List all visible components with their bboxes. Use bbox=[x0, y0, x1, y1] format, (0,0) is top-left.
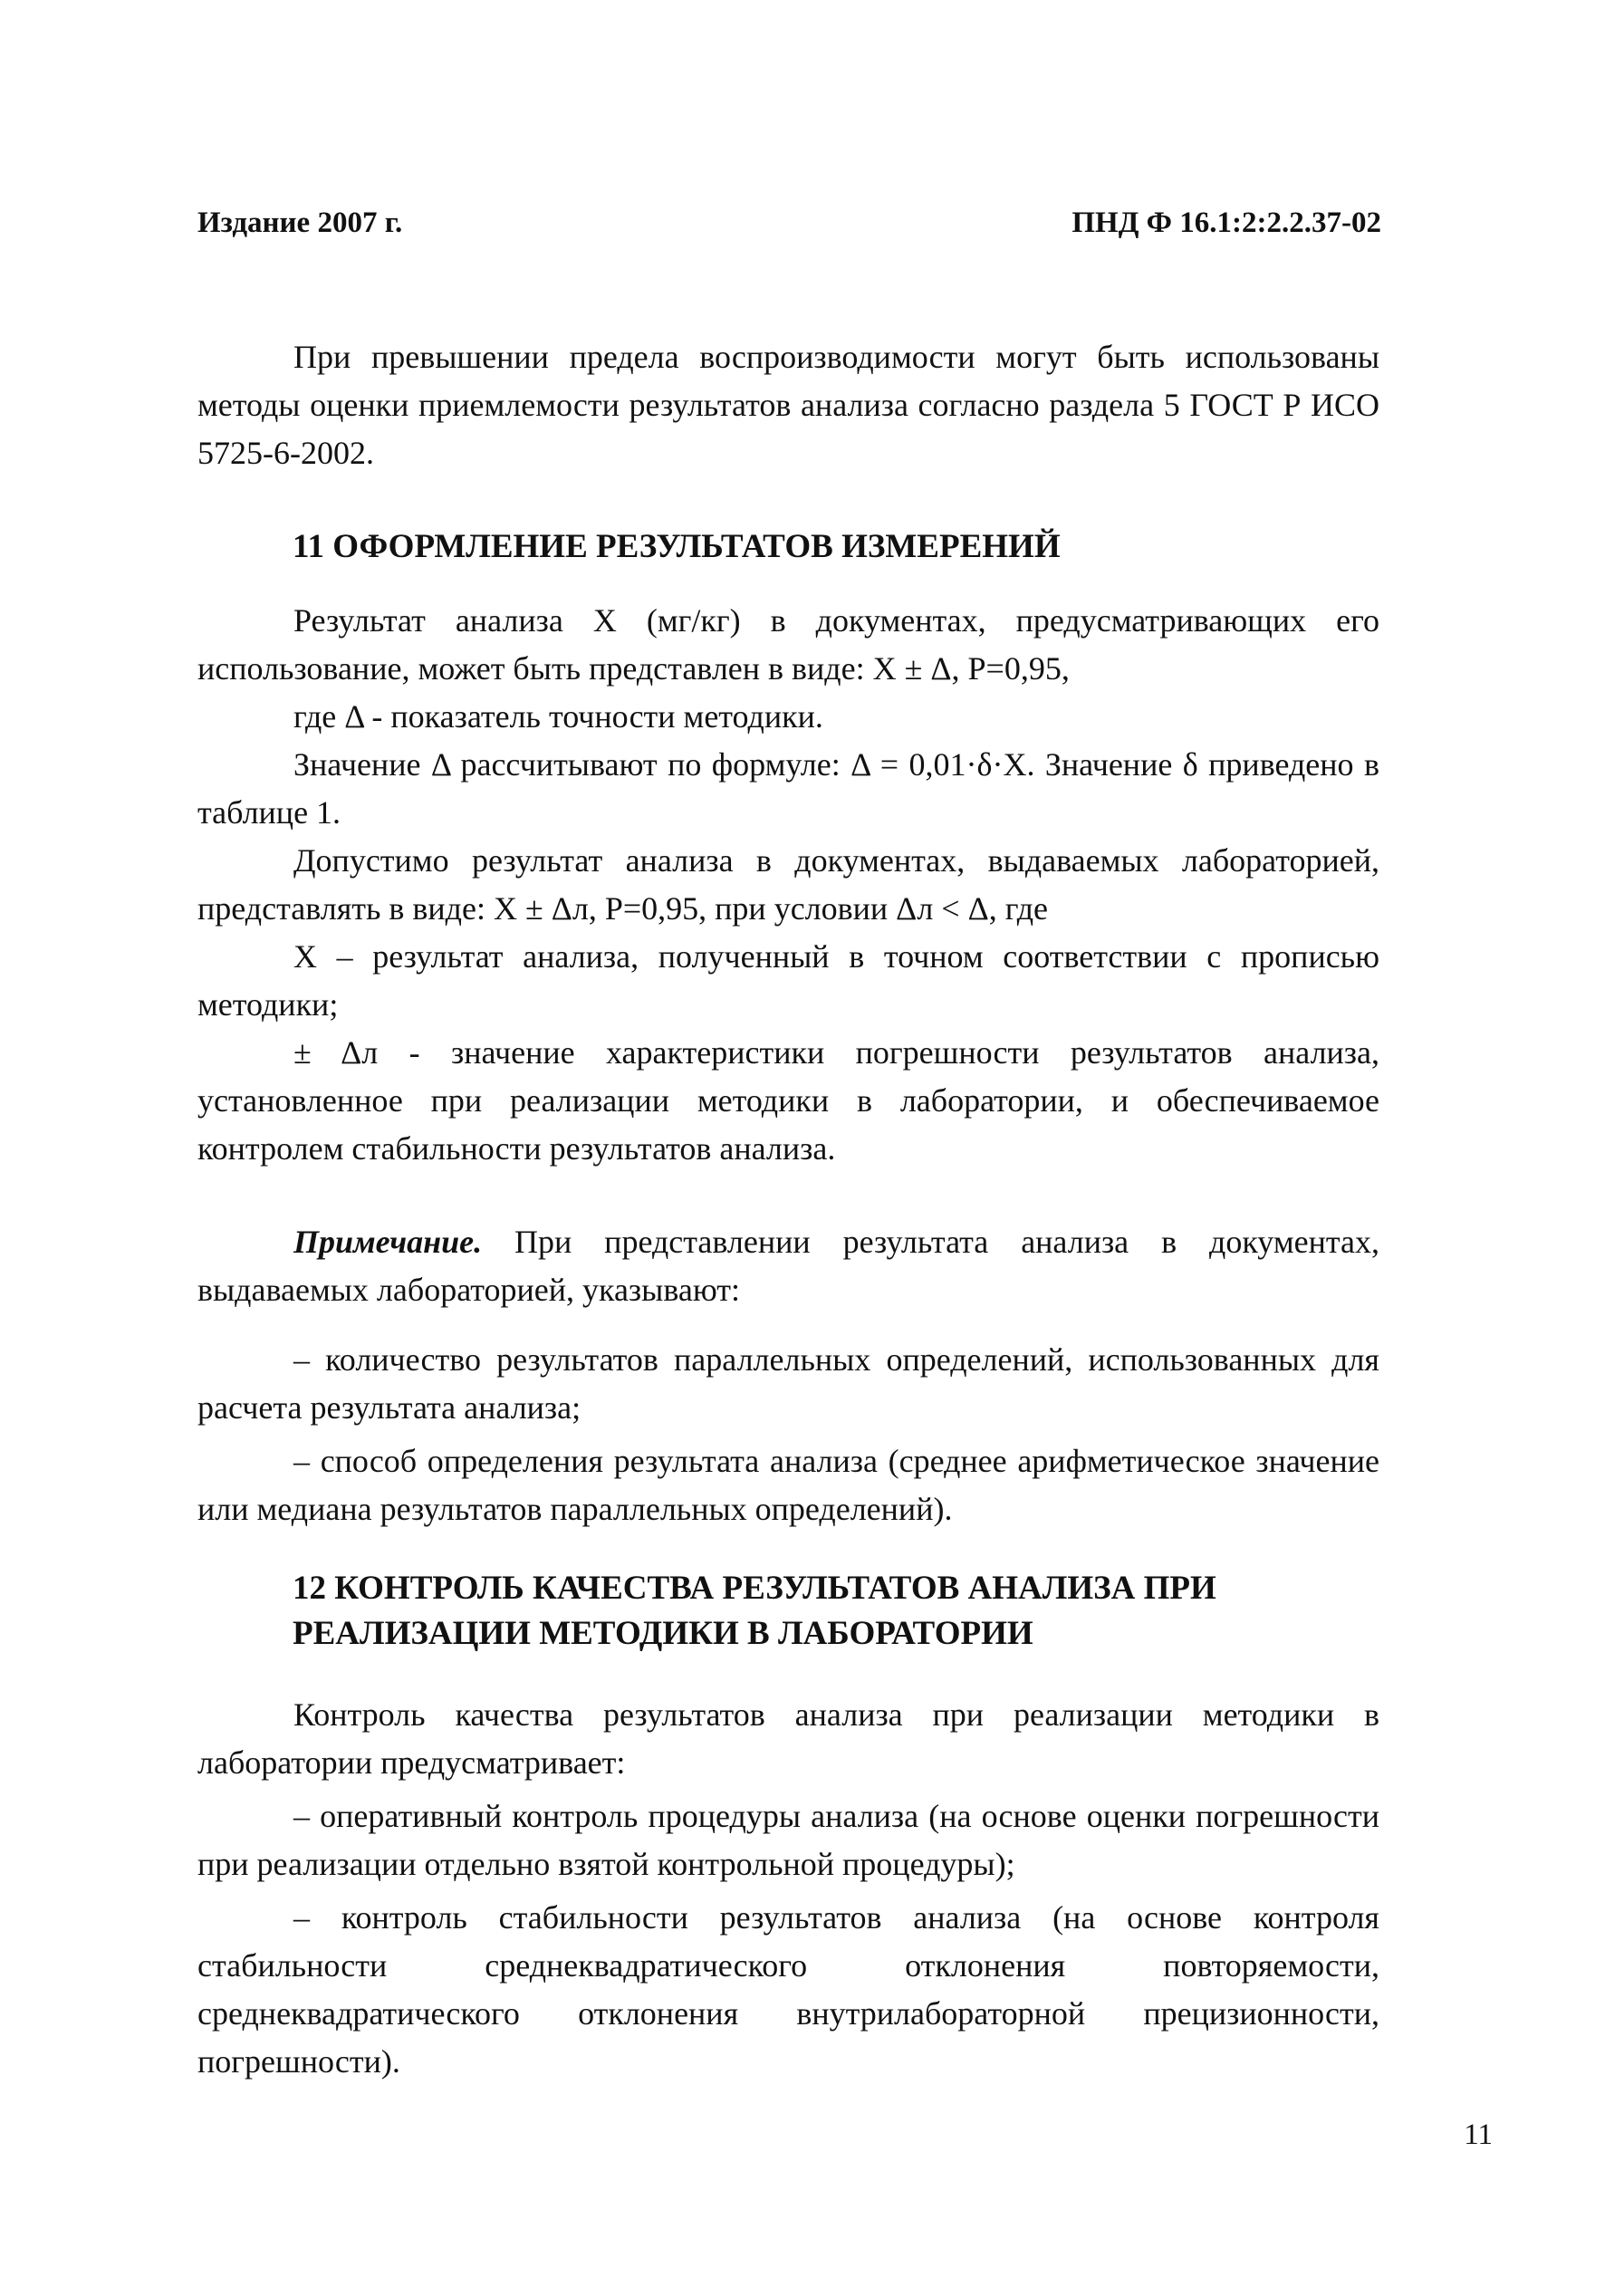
note-paragraph bbox=[197, 1218, 1379, 1314]
note-label: Примечание. bbox=[293, 1224, 483, 1260]
section-11-paragraph-6: ± Δл - значение характеристики погрешности результатов анализа, установленное при реализации методики в лаборатории, и обеспечиваемое контролем стабильности результатов анализа. bbox=[197, 1034, 1379, 1167]
section-11-paragraph-5: X – результат анализа, полученный в точном соответствии с прописью методики; bbox=[197, 938, 1379, 1023]
page-header bbox=[197, 207, 1381, 252]
note-item-2: – способ определения результата анализа (среднее арифметическое значение или медиана результатов параллельных определений). bbox=[197, 1443, 1379, 1527]
intro-paragraph: При превышении предела воспроизводимости могут быть использованы методы оценки приемлемости результатов анализа согласно раздела 5 ГОСТ Р ИСО 5725-6-2002. bbox=[197, 339, 1379, 471]
section-12-paragraph-1: Контроль качества результатов анализа при реализации методики в лаборатории предусматривает: bbox=[197, 1696, 1379, 1781]
page-body bbox=[197, 333, 1379, 2086]
note-text: При представлении результата анализа в документах, выдаваемых лабораторией, указывают: bbox=[197, 1224, 1379, 1308]
section-11-paragraph-1: Результат анализа X (мг/кг) в документах, предусматривающих его использование, может быть представлен в виде: X ± Δ, P=0,95, bbox=[197, 602, 1379, 687]
section-11-paragraph-4: Допустимо результат анализа в документах, выдаваемых лабораторией, представлять в виде: X ± Δл, P=0,95, при условии Δл < Δ, где bbox=[197, 842, 1379, 927]
section-12-item-2: – контроль стабильности результатов анализа (на основе контроля стабильности среднеквадратического отклонения повторяемости, среднеквадратического отклонения внутрилабораторной прецизионности, погрешности). bbox=[197, 1899, 1379, 2080]
section-11-paragraph-3: Значение Δ рассчитывают по формуле: Δ = 0,01·δ·X. Значение δ приведено в таблице 1. bbox=[197, 746, 1379, 831]
section-12-title: 12 КОНТРОЛЬ КАЧЕСТВА РЕЗУЛЬТАТОВ АНАЛИЗА ПРИ РЕАЛИЗАЦИИ МЕТОДИКИ В ЛАБОРАТОРИИ bbox=[293, 1570, 1216, 1652]
section-11-title: 11 ОФОРМЛЕНИЕ РЕЗУЛЬТАТОВ ИЗМЕРЕНИЙ bbox=[293, 528, 1061, 565]
section-11-paragraph-2: где Δ - показатель точности методики. bbox=[293, 698, 823, 735]
section-12-item-1: – оперативный контроль процедуры анализа (на основе оценки погрешности при реализации отдельно взятой контрольной процедуры); bbox=[197, 1798, 1379, 1882]
document-code: ПНД Ф 16.1:2:2.2.37-02 bbox=[1071, 207, 1381, 239]
edition-label: Издание 2007 г. bbox=[197, 207, 403, 239]
note-item-1: – количество результатов параллельных определений, использованных для расчета результата анализа; bbox=[197, 1341, 1379, 1426]
page-number: 11 bbox=[1464, 2118, 1493, 2151]
